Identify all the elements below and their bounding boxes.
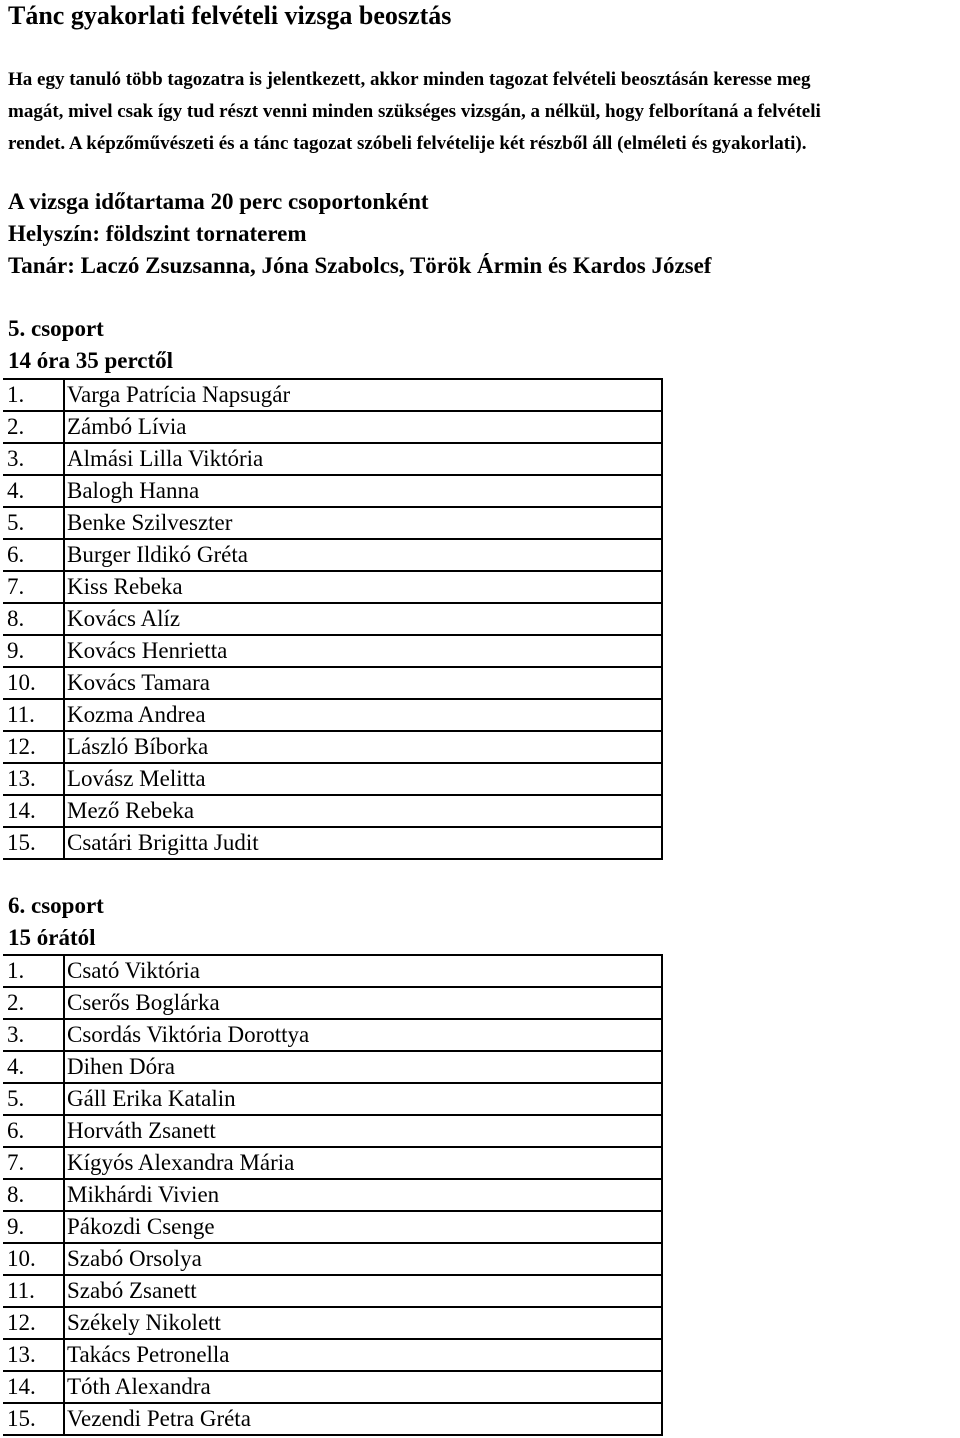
student-number: 10. bbox=[3, 1243, 64, 1275]
student-number: 13. bbox=[3, 1339, 64, 1371]
table-row bbox=[3, 1275, 662, 1307]
table-row bbox=[3, 763, 662, 795]
table-row bbox=[3, 443, 662, 475]
intro-line: Ha egy tanuló több tagozatra is jelentkezett, akkor minden tagozat felvételi beosztásán keresse meg bbox=[8, 69, 811, 90]
student-number: 2. bbox=[3, 987, 64, 1019]
table-row bbox=[3, 603, 662, 635]
exam-info bbox=[8, 186, 711, 282]
intro-paragraph bbox=[8, 64, 958, 160]
student-number: 14. bbox=[3, 795, 64, 827]
student-name: Kozma Andrea bbox=[64, 699, 662, 731]
student-number: 11. bbox=[3, 699, 64, 731]
table-row bbox=[3, 731, 662, 763]
student-name: Zámbó Lívia bbox=[64, 411, 662, 443]
table-row bbox=[3, 699, 662, 731]
exam-teachers: Tanár: Laczó Zsuzsanna, Jóna Szabolcs, Török Ármin és Kardos József bbox=[8, 253, 712, 278]
table-row bbox=[3, 795, 662, 827]
student-name: László Bíborka bbox=[64, 731, 662, 763]
student-number: 7. bbox=[3, 571, 64, 603]
student-name: Vezendi Petra Gréta bbox=[64, 1403, 662, 1435]
page-title: Tánc gyakorlati felvételi vizsga beosztás bbox=[8, 1, 452, 30]
student-name: Kovács Tamara bbox=[64, 667, 662, 699]
student-name: Kovács Alíz bbox=[64, 603, 662, 635]
group-roster-table bbox=[3, 954, 663, 1436]
student-name: Kiss Rebeka bbox=[64, 571, 662, 603]
table-row bbox=[3, 411, 662, 443]
table-row bbox=[3, 1083, 662, 1115]
student-name: Szabó Orsolya bbox=[64, 1243, 662, 1275]
student-number: 12. bbox=[3, 731, 64, 763]
table-row bbox=[3, 1211, 662, 1243]
table-row bbox=[3, 1179, 662, 1211]
student-number: 9. bbox=[3, 1211, 64, 1243]
student-number: 3. bbox=[3, 443, 64, 475]
student-number: 1. bbox=[3, 955, 64, 987]
student-number: 13. bbox=[3, 763, 64, 795]
table-row bbox=[3, 1403, 662, 1435]
student-number: 11. bbox=[3, 1275, 64, 1307]
table-row bbox=[3, 1371, 662, 1403]
student-name: Cserős Boglárka bbox=[64, 987, 662, 1019]
student-number: 10. bbox=[3, 667, 64, 699]
table-row bbox=[3, 1147, 662, 1179]
table-row bbox=[3, 539, 662, 571]
student-name: Varga Patrícia Napsugár bbox=[64, 379, 662, 411]
student-number: 6. bbox=[3, 1115, 64, 1147]
student-name: Balogh Hanna bbox=[64, 475, 662, 507]
student-name: Tóth Alexandra bbox=[64, 1371, 662, 1403]
student-name: Csató Viktória bbox=[64, 955, 662, 987]
table-row bbox=[3, 827, 662, 859]
table-row bbox=[3, 1051, 662, 1083]
group-time: 14 óra 35 perctől bbox=[8, 348, 174, 373]
student-name: Csordás Viktória Dorottya bbox=[64, 1019, 662, 1051]
student-number: 4. bbox=[3, 1051, 64, 1083]
group-header bbox=[8, 890, 104, 954]
student-number: 2. bbox=[3, 411, 64, 443]
table-row bbox=[3, 1339, 662, 1371]
student-name: Lovász Melitta bbox=[64, 763, 662, 795]
group-name: 5. csoport bbox=[8, 316, 104, 341]
table-row bbox=[3, 379, 662, 411]
group-header bbox=[8, 313, 173, 377]
student-number: 4. bbox=[3, 475, 64, 507]
group-roster-table bbox=[3, 378, 663, 860]
group-time: 15 órától bbox=[8, 925, 96, 950]
student-name: Székely Nikolett bbox=[64, 1307, 662, 1339]
student-name: Burger Ildikó Gréta bbox=[64, 539, 662, 571]
student-name: Dihen Dóra bbox=[64, 1051, 662, 1083]
student-name: Mikhárdi Vivien bbox=[64, 1179, 662, 1211]
table-row bbox=[3, 635, 662, 667]
student-name: Szabó Zsanett bbox=[64, 1275, 662, 1307]
student-name: Kovács Henrietta bbox=[64, 635, 662, 667]
student-name: Benke Szilveszter bbox=[64, 507, 662, 539]
student-number: 15. bbox=[3, 1403, 64, 1435]
group-name: 6. csoport bbox=[8, 893, 104, 918]
student-number: 5. bbox=[3, 1083, 64, 1115]
table-row bbox=[3, 1019, 662, 1051]
table-row bbox=[3, 1115, 662, 1147]
student-name: Pákozdi Csenge bbox=[64, 1211, 662, 1243]
table-row bbox=[3, 1243, 662, 1275]
student-number: 8. bbox=[3, 1179, 64, 1211]
exam-location: Helyszín: földszint tornaterem bbox=[8, 221, 307, 246]
intro-line: magát, mivel csak így tud részt venni minden szükséges vizsgán, a nélkül, hogy felborítaná a felvételi bbox=[8, 101, 821, 122]
student-name: Horváth Zsanett bbox=[64, 1115, 662, 1147]
student-number: 12. bbox=[3, 1307, 64, 1339]
student-number: 15. bbox=[3, 827, 64, 859]
student-name: Gáll Erika Katalin bbox=[64, 1083, 662, 1115]
student-number: 6. bbox=[3, 539, 64, 571]
student-name: Kígyós Alexandra Mária bbox=[64, 1147, 662, 1179]
student-number: 1. bbox=[3, 379, 64, 411]
table-row bbox=[3, 955, 662, 987]
table-row bbox=[3, 475, 662, 507]
table-row bbox=[3, 571, 662, 603]
student-number: 7. bbox=[3, 1147, 64, 1179]
student-name: Takács Petronella bbox=[64, 1339, 662, 1371]
table-row bbox=[3, 1307, 662, 1339]
exam-duration: A vizsga időtartama 20 perc csoportonként bbox=[8, 189, 429, 214]
table-row bbox=[3, 507, 662, 539]
student-name: Almási Lilla Viktória bbox=[64, 443, 662, 475]
student-number: 9. bbox=[3, 635, 64, 667]
student-name: Mező Rebeka bbox=[64, 795, 662, 827]
table-row bbox=[3, 667, 662, 699]
student-number: 14. bbox=[3, 1371, 64, 1403]
student-number: 5. bbox=[3, 507, 64, 539]
intro-line: rendet. A képzőművészeti és a tánc tagozat szóbeli felvételije két részből áll (elméleti és gyakorlati). bbox=[8, 133, 807, 154]
student-number: 3. bbox=[3, 1019, 64, 1051]
student-name: Csatári Brigitta Judit bbox=[64, 827, 662, 859]
table-row bbox=[3, 987, 662, 1019]
student-number: 8. bbox=[3, 603, 64, 635]
